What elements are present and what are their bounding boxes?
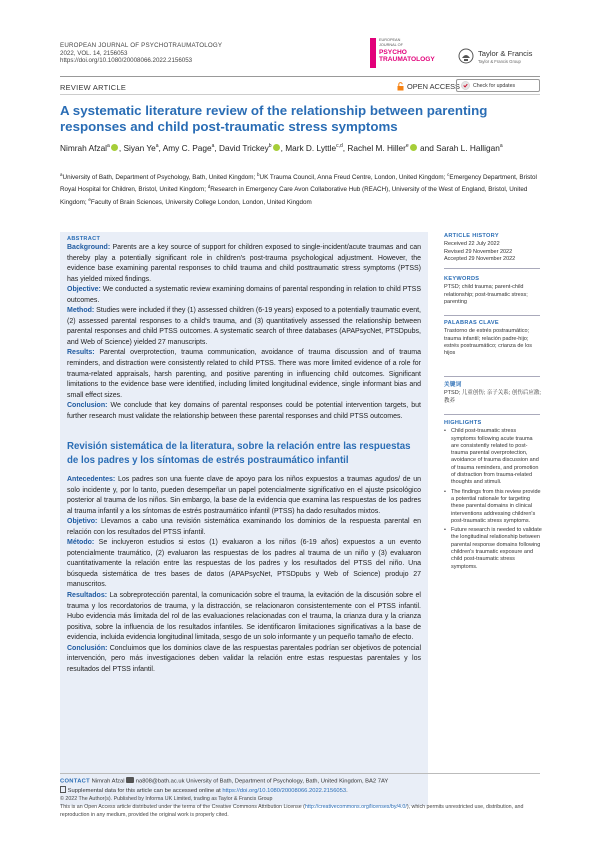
highlights-heading: HIGHLIGHTS [444, 420, 482, 426]
license-prefix: This is an Open Access article distributed under the terms of the Creative Commons Attribution License ( [60, 803, 305, 810]
author-separator: , [280, 142, 283, 153]
contact-divider [60, 773, 540, 774]
highlights [444, 420, 542, 573]
keywords-heading: KEYWORDS [444, 276, 480, 282]
abstract-section-heading: Antecedentes: [67, 476, 116, 483]
highlights-list [444, 428, 542, 571]
author [163, 143, 217, 153]
abstract-section-heading: Método: [67, 539, 95, 547]
abstract-section-heading: Results: [67, 349, 95, 357]
author [60, 143, 121, 153]
contact-name: Nimrah Afzal [91, 778, 125, 785]
supplemental-prefix: Supplemental data for this article can be accessed online at [67, 788, 223, 794]
author-separator: , [342, 142, 346, 153]
author-name[interactable]: David Trickey [218, 142, 269, 153]
abstract-section [67, 475, 421, 517]
abstract-section-heading: Method: [67, 307, 95, 315]
header-subdivider [60, 94, 540, 95]
author-name[interactable]: Rachel M. Hiller [347, 142, 406, 153]
abstract-section-heading: Background: [67, 244, 111, 251]
abstract-section [67, 401, 421, 422]
abstract-section-text: Se incluyeron estudios si estos (1) evaluaron a los niños (6-19 años) expuestos a un evento potencialmente traumático, (2) evaluaron las respuestas de los padres al trauma de un niño y (3) evaluaron cuantitativamente la relación entre las respuestas de los padres y los resultados del PTSS del niño. Una búsqueda sistemática de tres bases de datos (APAPsycNet, PTSDpubs y Web of Science) produjo 27 manuscritos. [67, 539, 421, 589]
orcid-icon[interactable] [111, 144, 118, 151]
author [436, 143, 502, 153]
abstract-english [67, 243, 421, 422]
affiliation-mark: e [88, 196, 91, 202]
author [219, 143, 283, 153]
highlight-item: • The findings from this review provide a potential rationale for targeting these parental domains in clinical interventions addressing children's post-traumatic stress symptoms. [444, 489, 542, 525]
abstract-section-text: La sobreprotección parental, la comunicación sobre el trauma, la evitación de la discusión sobre el trauma y los recordatorios de trauma, y la distracción, se relacionaron consistentemente con el PTSS infantil. Hubo evidencia más limitada del rol de las evaluaciones relacionadas con el trauma, la crianza dura y la crianza positiva, sobre la influencia de los resultados infantiles. Se identificaron limitaciones significativas a la base de evidencia, incluida evidencia longitudinal limitada, sesgo de un solo informante y un pequeño tamaño de efecto. [67, 592, 421, 642]
history-revised: Revised 29 November 2022 [444, 248, 513, 255]
author-affiliation-mark: a [107, 143, 110, 149]
affiliation-text: Faculty of Brain Sciences, University College London, London, United Kingdom [90, 198, 312, 206]
open-access-label: OPEN ACCESS [407, 82, 460, 91]
abstract-section-heading: Objective: [67, 286, 101, 294]
author [285, 143, 345, 153]
spanish-title: Revisión sistemática de la literatura, sobre la relación entre las respuestas de los padres y los síntomas de estrés postraumático infantil [67, 441, 411, 466]
keywords [444, 276, 542, 306]
affiliation-mark: a [60, 172, 63, 177]
journal-logo [370, 38, 438, 68]
keywords-text: PTSD; child trauma; parent-child relationship; post-traumatic stress; parenting [444, 284, 528, 305]
author [347, 143, 434, 153]
author-name[interactable]: Siyan Ye [123, 142, 156, 153]
abstract-section-text: Parents are a key source of support for children exposed to single-incident/acute traumas and can thereby play a potentially significant role in children's post-trauma psychological adjustment. However, the evidence base examining parental responses to child trauma and child posttraumatic stress symptoms (PTSS) has yielded mixed findings. [67, 244, 421, 283]
journal-logo-line-1: EUROPEAN [379, 38, 401, 42]
author-list [60, 140, 540, 155]
journal-logo-line-4: TRAUMATOLOGY [379, 56, 435, 64]
check-updates-icon [461, 81, 470, 90]
author-separator: , [158, 142, 161, 153]
abstract-section [67, 306, 421, 348]
palabras-heading: PALABRAS CLAVE [444, 320, 499, 326]
author-separator: , [214, 142, 217, 153]
journal-logo-line-3: PSYCHO [379, 49, 407, 56]
check-for-updates-button[interactable] [456, 79, 540, 92]
abstract-section [67, 644, 421, 676]
check-updates-label: Check for updates [473, 82, 516, 89]
author-affiliation-mark: c,d [336, 143, 343, 149]
abstract-section-text: We conclude that key domains of parental responses could be potential intervention targets, but further research must validate the relationship between these parental responses and child PTSS outcomes. [67, 402, 421, 420]
abstract-section-heading: Resultados: [67, 592, 108, 600]
affiliation-text: UK Trauma Council, Anna Freud Centre, London, United Kingdom; [259, 174, 448, 182]
supplemental-link[interactable]: https://doi.org/10.1080/20008066.2022.2156053 [222, 788, 347, 794]
abstract-section [67, 243, 421, 285]
author [123, 143, 160, 153]
sidebar-divider [444, 414, 540, 415]
license-suffix: ), which permits unrestricted use, distribution, and reproduction in any medium, provided the original work is properly cited. [60, 803, 524, 818]
article-type: REVIEW ARTICLE [60, 83, 127, 92]
highlight-item: • Future research is needed to validate the longitudinal relationship between parental response domains following children's traumatic exposure and child post-traumatic stress symptoms. [444, 527, 542, 571]
publisher-name: Taylor & Francis [478, 49, 533, 58]
open-lock-icon [397, 82, 404, 91]
abstract-section-text: Concluimos que los dominios clave de las respuestas parentales podrían ser objetivos de potencial intervención, pero más investigaciones deben validar la relación entre estas respuestas parentales y los resultados del PTSS infantil. [67, 644, 421, 673]
journal-info [60, 42, 222, 65]
contact-info [60, 777, 540, 796]
history-accepted: Accepted 29 November 2022 [444, 255, 516, 262]
contact-email[interactable]: na808@bath.ac.uk [135, 778, 185, 785]
license-link[interactable]: http://creativecommons.org/licenses/by/4.0/ [304, 803, 407, 810]
affiliation-mark: d [207, 184, 211, 190]
author-affiliation-mark: a [499, 143, 503, 149]
sidebar-divider [444, 315, 540, 316]
orcid-icon[interactable] [273, 144, 280, 151]
abstract-section-heading: Conclusion: [67, 402, 108, 410]
abstract-section-text: We conducted a systematic review examining domains of parental responding in relation to child PTSS outcomes. [67, 286, 421, 304]
email-icon [126, 777, 134, 783]
article-history-heading: ARTICLE HISTORY [444, 233, 499, 239]
author-affiliation-mark: a [155, 143, 159, 149]
palabras-text: Trastorno de estrés postraumático; trauma infantil; relación padre-hijo; estrés postraumático; crianza de los hijos [444, 328, 533, 357]
chinese-keywords-heading: 关键词 [444, 382, 462, 388]
affiliation-text: Emergency Department, Bristol Royal Hospital for Children, Bristol, United Kingdom; [60, 174, 537, 194]
journal-volume: 2022, VOL. 14, 2156053 [60, 49, 128, 57]
palabras-clave [444, 320, 542, 357]
abstract-section-text: Llevamos a cabo una revisión sistemática examinando los dominios de la respuesta parental en relación con los resultados del PTSS infantil. [67, 518, 421, 536]
highlight-item: • Child post-traumatic stress symptoms following acute trauma are consistently related to post-trauma parental overprotection, avoidance of trauma discussion and of trauma reminders, and promotion of distraction from trauma-related thoughts and stimuli. [444, 428, 542, 486]
publisher-logo [458, 44, 538, 68]
author-affiliation-mark: e [405, 143, 409, 149]
author-name[interactable]: Sarah L. Halligan [436, 142, 500, 153]
author-name[interactable]: Amy C. Page [162, 142, 212, 153]
author-affiliation-mark: b [268, 143, 272, 149]
abstract-spanish [67, 475, 421, 675]
abstract-section-text: Los padres son una fuente clave de apoyo para los niños expuestos a traumas agudos/ de un solo incidente y, por lo tanto, pueden desempeñar un papel potencialmente significativo en el ajuste psicológico posterior al trauma de los niños. Sin embargo, la base de la evidencia que examina las respuestas de los padres al trauma infantil y a los síntomas de estrés postraumático infantil (PTSS) ha dado resultados mixtos. [67, 476, 421, 515]
abstract-section [67, 591, 421, 644]
contact-address: University of Bath, Department of Psychology, Bath, United Kingdom, BA2 7AY [186, 778, 389, 785]
journal-name: EUROPEAN JOURNAL OF PSYCHOTRAUMATOLOGY [60, 42, 223, 49]
article-history [444, 233, 542, 263]
affiliation-mark: c [447, 172, 450, 177]
abstract-section [67, 348, 421, 401]
open-access-badge [397, 82, 460, 91]
article-title: A systematic literature review of the relationship between parenting responses and child post-traumatic stress symptoms [60, 103, 488, 135]
chinese-keywords-text: PTSD; 儿童创伤; 亲子关系; 创伤后应激; 教养 [444, 390, 541, 404]
affiliation-text: University of Bath, Department of Psychology, Bath, United Kingdom; [62, 174, 257, 182]
affiliation-text: Research in Emergency Care Avon Collaborative Hub (REACH), University of the West of England, Bristol, United Kingdom; [60, 186, 528, 206]
sidebar-divider [444, 376, 540, 377]
journal-doi-link[interactable]: https://doi.org/10.1080/20008066.2022.2156053 [60, 57, 193, 65]
publisher-group: Taylor & Francis Group [478, 59, 521, 64]
copyright-footer [60, 796, 540, 819]
history-received: Received 22 July 2022 [444, 241, 500, 248]
header-divider [60, 76, 540, 77]
abstract-heading: ABSTRACT [67, 236, 101, 242]
affiliation-mark: b [257, 172, 260, 177]
journal-logo-line-2: JOURNAL OF [379, 42, 403, 47]
abstract-section [67, 517, 421, 538]
abstract-section [67, 285, 421, 306]
abstract-section-text: Studies were included if they (1) assessed children (6-19 years) exposed to a potentially traumatic event, (2) assessed parental responses to a child's trauma, and (3) quantitatively assessed the relationship between parental responses and child PTSS outcomes. A systematic search of three databases (APAPsycNet, PTSDpubs, and Web of Science) yielded 27 manuscripts. [67, 307, 421, 346]
author-name[interactable]: Nimrah Afzal [60, 142, 108, 153]
author-separator: , [118, 142, 122, 153]
author-separator: and [417, 142, 434, 153]
abstract-section-heading: Conclusión: [67, 644, 108, 652]
copyright-text: © 2022 The Author(s). Published by Informa UK Limited, trading as Taylor & Francis Group [60, 796, 273, 802]
chinese-keywords [444, 382, 542, 405]
contact-label: CONTACT [60, 778, 91, 785]
author-name[interactable]: Mark D. Lyttle [285, 142, 337, 153]
affiliations [60, 170, 540, 207]
abstract-section-heading: Objetivo: [67, 518, 98, 526]
publisher-lamp-icon [458, 46, 474, 66]
orcid-icon[interactable] [410, 144, 417, 151]
sidebar-divider [444, 268, 540, 269]
supplemental-icon [60, 786, 66, 793]
abstract-section-text: Parental overprotection, trauma communication, avoidance of trauma discussion and of trauma reminders, and distraction were consistently related to child PTSS. There was more limited evidence of a role for trauma-related appraisals, harsh parenting, and positive parenting in influencing child outcomes. Significant limitations to the evidence base were identified, including limited longitudinal evidence, single informant bias and small effect sizes. [67, 349, 421, 399]
author-affiliation-mark: a [211, 143, 215, 149]
supplemental-suffix: . [346, 788, 348, 794]
abstract-section [67, 538, 421, 591]
